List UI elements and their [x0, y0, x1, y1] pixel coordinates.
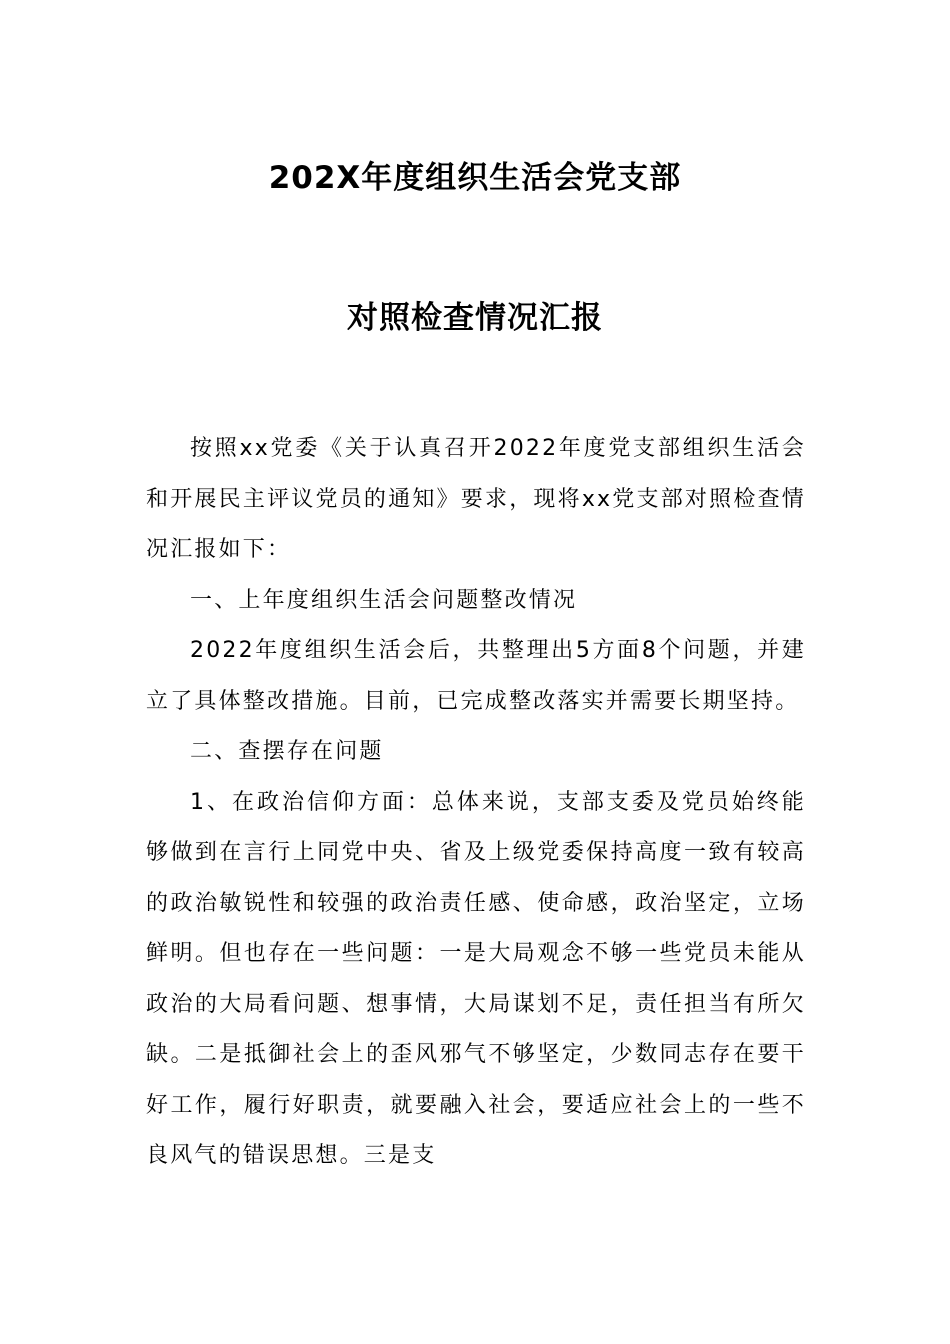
- document-body: [146, 424, 806, 1182]
- paragraph-political-belief: 1、在政治信仰方面：总体来说，支部支委及党员始终能够做到在言行上同党中央、省及上级党委保持高度一致有较高的政治敏锐性和较强的政治责任感、使命感，政治坚定，立场鲜明。但也存在一些问题：一是大局观念不够一些党员未能从政治的大局看问题、想事情，大局谋划不足，责任担当有所欠缺。二是抵御社会上的歪风邪气不够坚定，少数同志存在要干好工作，履行好职责，就要融入社会，要适应社会上的一些不良风气的错误思想。三是支: [146, 789, 806, 1168]
- section-heading-2: 二、查摆存在问题: [190, 739, 384, 764]
- section-heading-1: 一、上年度组织生活会问题整改情况: [190, 587, 578, 613]
- document-title-line-2: 对照检查情况汇报: [347, 300, 603, 336]
- paragraph-rectification: 2022年度组织生活会后，共整理出5方面8个问题，并建立了具体整改措施。目前，已完成整改落实并需要长期坚持。: [146, 638, 806, 714]
- paragraph-intro: 按照xx党委《关于认真召开2022年度党支部组织生活会和开展民主评议党员的通知》要求，现将xx党支部对照检查情况汇报如下：: [146, 436, 806, 562]
- document-title-line-1: 202X年度组织生活会党支部: [268, 160, 682, 196]
